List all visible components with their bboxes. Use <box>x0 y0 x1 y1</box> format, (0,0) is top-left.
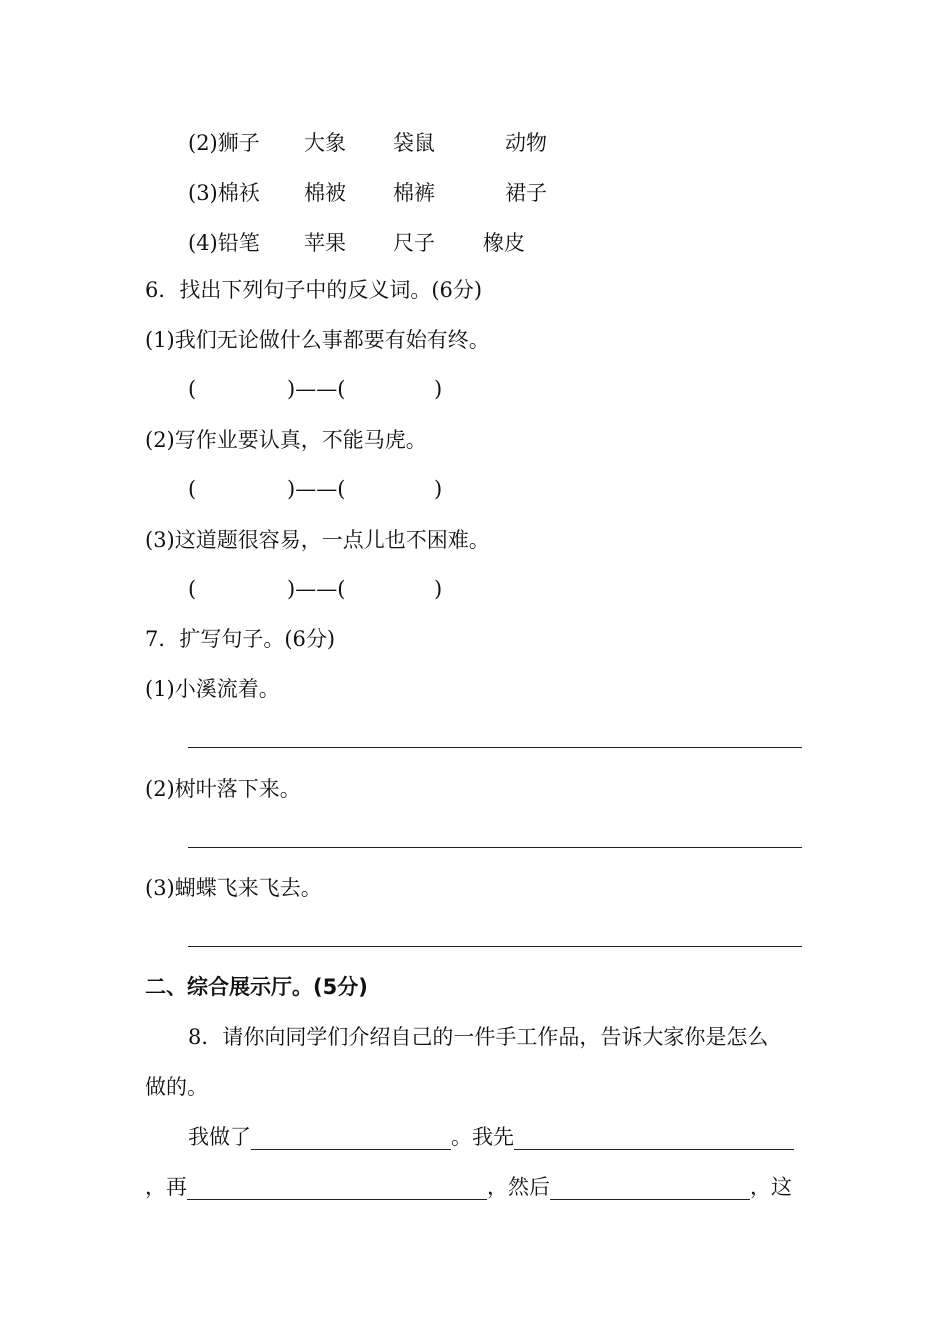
option-word: 棉被 <box>304 181 346 205</box>
option-word: (4)铅笔 <box>188 231 260 255</box>
option-word: 苹果 <box>304 231 346 255</box>
option-word: (2)狮子 <box>188 131 260 155</box>
option-word: 橡皮 <box>483 231 525 255</box>
question-6-title: 6．找出下列句子中的反义词。(6分) <box>145 278 483 302</box>
option-word: (3)棉袄 <box>188 181 260 205</box>
question-6-item-3: (3)这道题很容易，一点儿也不困难。 <box>145 528 490 552</box>
fill-blank[interactable] <box>550 1177 750 1200</box>
option-word: 裙子 <box>505 181 547 205</box>
question-7-item-1: (1)小溪流着。 <box>145 677 280 701</box>
section-2-title: 二、综合展示厅。(5分) <box>145 975 368 999</box>
fill-blank[interactable] <box>251 1127 451 1150</box>
option-word: 袋鼠 <box>393 131 435 155</box>
question-8-text-line-1: 8．请你向同学们介绍自己的一件手工作品，告诉大家你是怎么 <box>188 1025 769 1049</box>
answer-line[interactable] <box>188 747 802 748</box>
option-word: 尺子 <box>393 231 435 255</box>
fill-blank[interactable] <box>187 1177 487 1200</box>
fill-blank[interactable] <box>514 1127 794 1150</box>
question-7-item-2: (2)树叶落下来。 <box>145 777 301 801</box>
option-word: 大象 <box>304 131 346 155</box>
option-word: 动物 <box>505 131 547 155</box>
question-6-item-1: (1)我们无论做什么事都要有始有终。 <box>145 328 490 352</box>
question-6-item-2: (2)写作业要认真，不能马虎。 <box>145 428 427 452</box>
answer-line[interactable] <box>188 847 802 848</box>
question-7-title: 7．扩写句子。(6分) <box>145 627 336 651</box>
fill-in-line-2: ，再 ，然后 ，这 <box>145 1175 792 1199</box>
fill-in-line-1: 我做了 。我先 <box>188 1124 794 1150</box>
answer-line[interactable] <box>188 946 802 947</box>
option-word: 棉裤 <box>393 181 435 205</box>
question-7-item-3: (3)蝴蝶飞来飞去。 <box>145 876 322 900</box>
question-8-text-line-2: 做的。 <box>145 1075 208 1099</box>
